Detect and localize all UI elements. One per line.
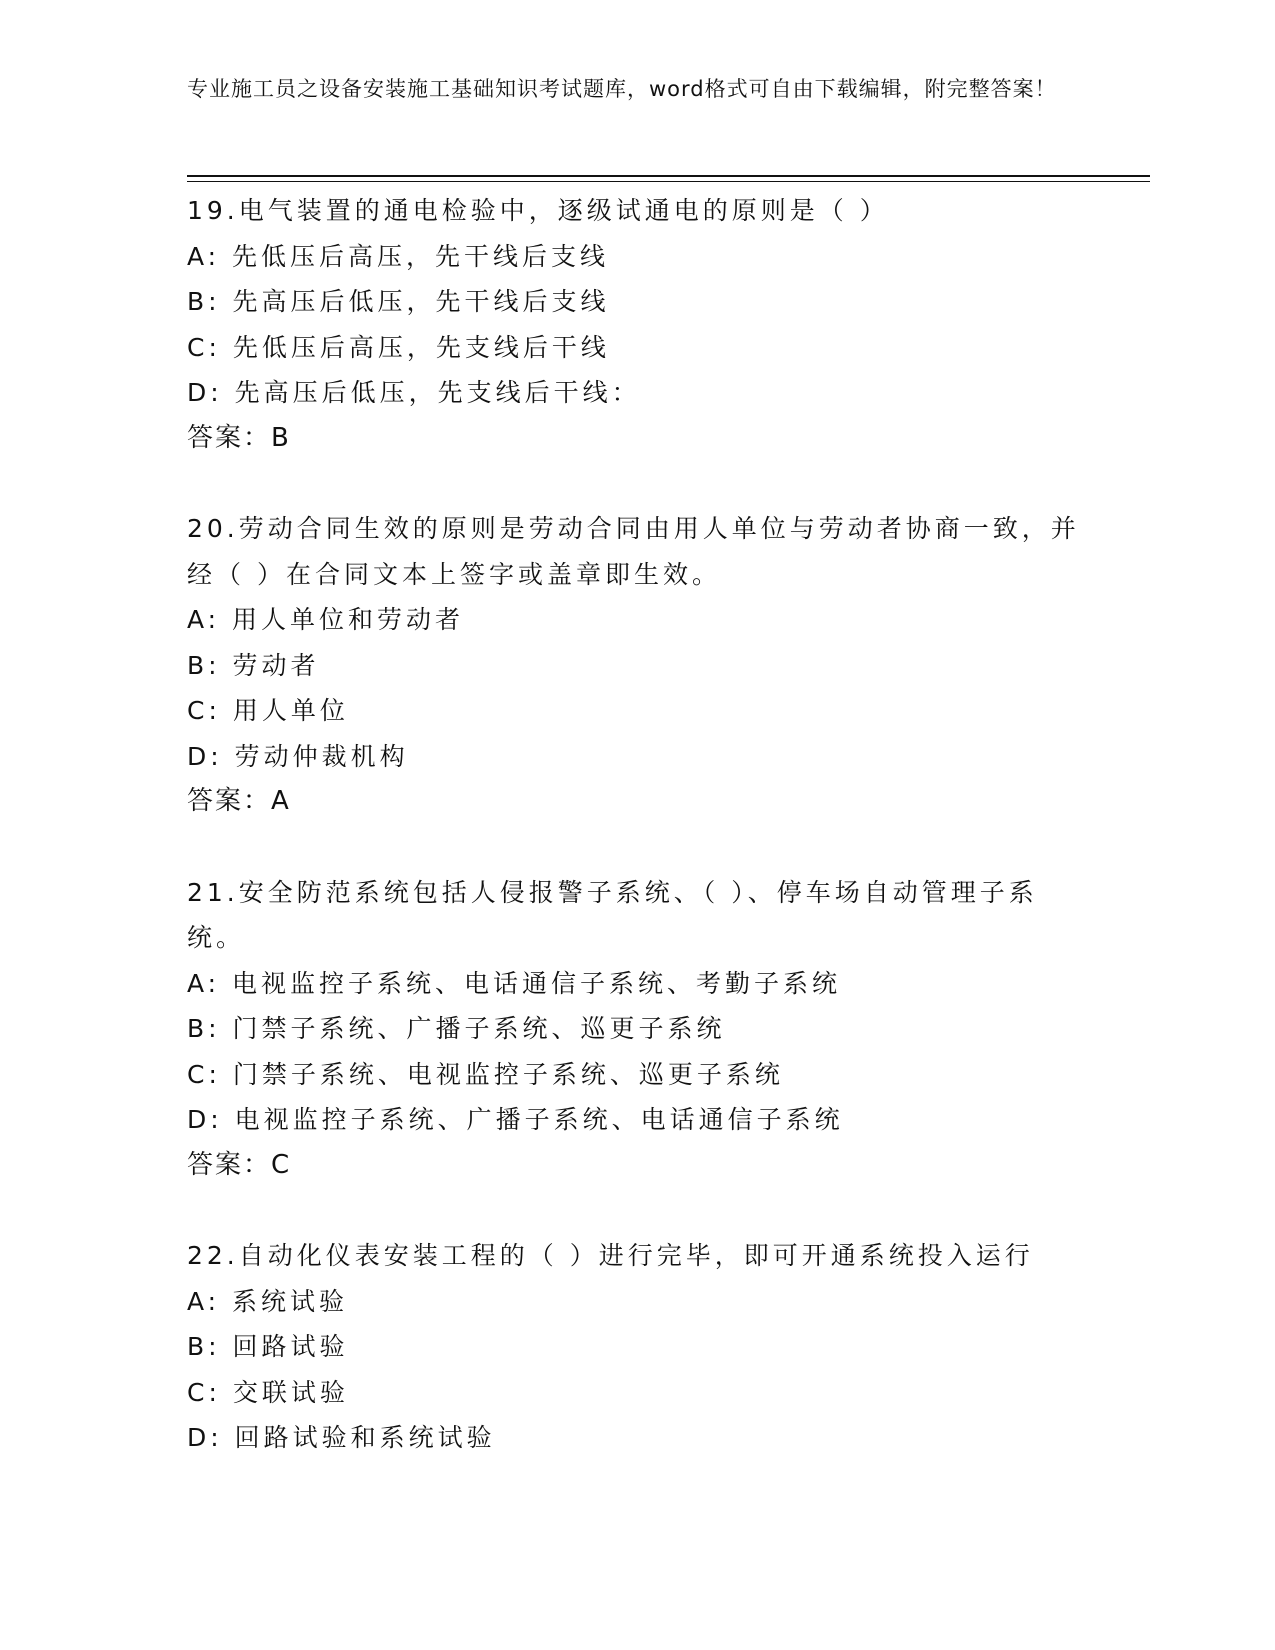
question-19 xyxy=(187,188,1087,461)
option-c: C: 用人单位 xyxy=(187,696,349,725)
option-b: B: 门禁子系统、广播子系统、巡更子系统 xyxy=(187,1014,726,1043)
option-b: B: 劳动者 xyxy=(187,650,320,680)
question-stem-continued: 经（ ）在合同文本上签字或盖章即生效。 xyxy=(187,559,721,589)
header-divider-thick xyxy=(187,175,1150,177)
option-b: B: 先高压后低压，先干线后支线 xyxy=(187,287,610,316)
question-20 xyxy=(187,506,1087,825)
option-c: C: 先低压后高压，先支线后干线 xyxy=(187,332,610,362)
question-stem-continued: 统。 xyxy=(187,923,246,952)
option-d: D: 电视监控子系统、广播子系统、电话通信子系统 xyxy=(187,1105,844,1134)
option-d: D: 回路试验和系统试验 xyxy=(187,1423,496,1452)
question-stem: 21.安全防范系统包括人侵报警子系统、（ ）、停车场自动管理子系 xyxy=(187,877,1038,907)
option-b: B: 回路试验 xyxy=(187,1332,349,1361)
answer: 答案：B xyxy=(187,422,291,453)
question-22 xyxy=(187,1233,1087,1461)
option-d: D: 先高压后低压，先支线后干线： xyxy=(187,378,641,407)
option-c: C: 交联试验 xyxy=(187,1377,349,1407)
option-a: A: 电视监控子系统、电话通信子系统、考勤子系统 xyxy=(187,968,842,998)
answer: 答案：C xyxy=(187,1149,292,1180)
option-d: D: 劳动仲裁机构 xyxy=(187,741,409,771)
document-header: 专业施工员之设备安装施工基础知识考试题库，word格式可自由下载编辑，附完整答案！ xyxy=(187,77,1057,101)
question-stem: 22.自动化仪表安装工程的（ ）进行完毕，即可开通系统投入运行 xyxy=(187,1241,1034,1270)
option-c: C: 门禁子系统、电视监控子系统、巡更子系统 xyxy=(187,1059,784,1089)
option-a: A: 系统试验 xyxy=(187,1286,349,1316)
answer: 答案：A xyxy=(187,786,291,816)
question-21 xyxy=(187,870,1087,1189)
header-divider-thin xyxy=(187,181,1150,182)
question-stem: 19.电气装置的通电检验中，逐级试通电的原则是（ ） xyxy=(187,196,889,225)
option-a: A: 用人单位和劳动者 xyxy=(187,605,465,634)
question-list xyxy=(187,188,1087,1506)
option-a: A: 先低压后高压，先干线后支线 xyxy=(187,241,610,271)
question-stem: 20.劳动合同生效的原则是劳动合同由用人单位与劳动者协商一致，并 xyxy=(187,514,1080,543)
